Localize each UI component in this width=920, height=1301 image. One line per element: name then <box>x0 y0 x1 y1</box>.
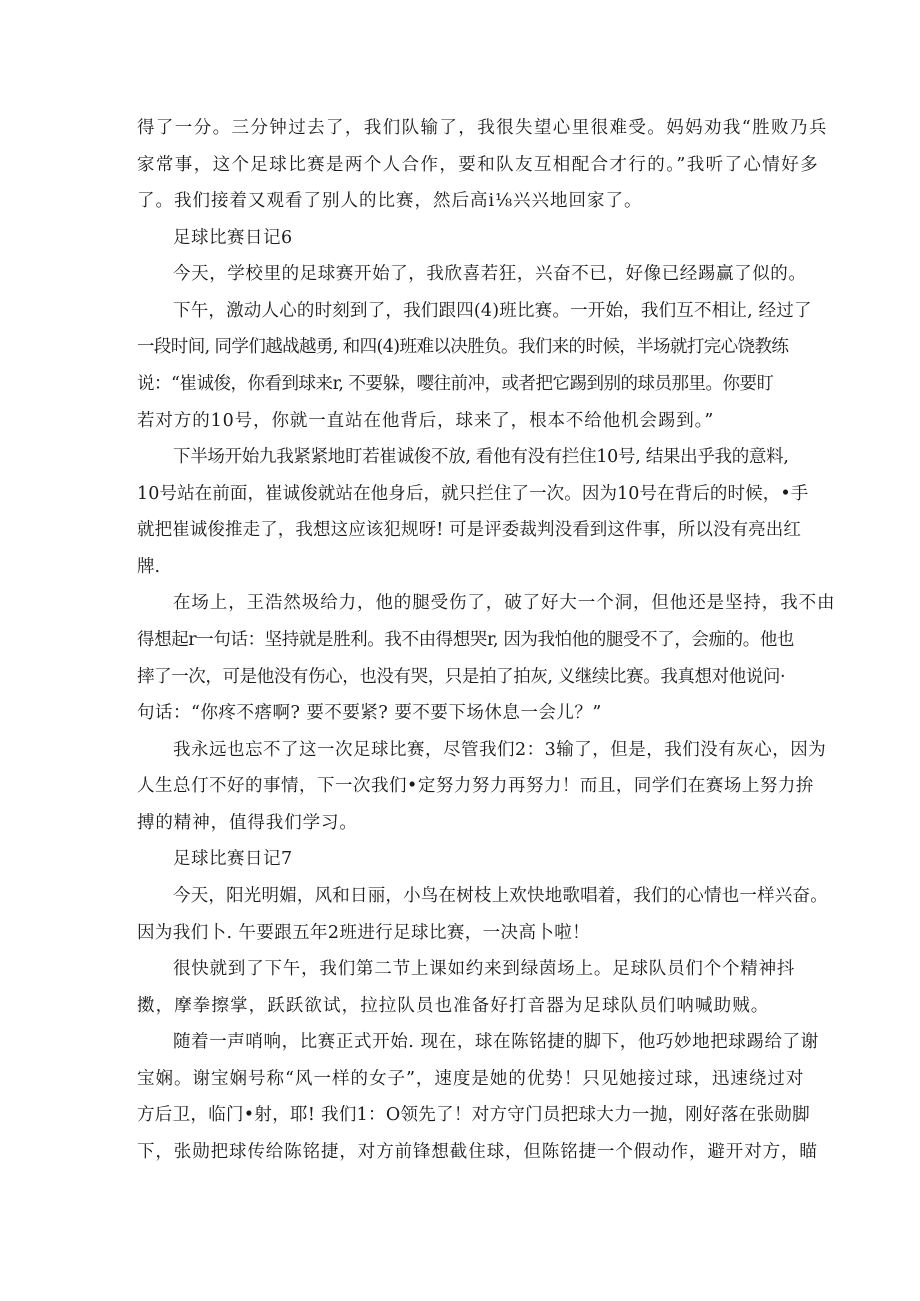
text-line: 在场上，王浩然圾给力，他的腿受伤了，破了好大一个洞，但他还是坚持，我不由 <box>173 593 836 613</box>
text-line: 下，张勋把球传给陈铭捷，对方前锋想截住球，但陈铭捷一个假动作，避开对方，瞄 <box>137 1142 818 1162</box>
text-line: 我永远也忘不了这一次足球比赛，尽管我们2：3输了，但是，我们没有灰心，因为 <box>173 740 827 760</box>
text-line: 今天，阳光明媚，风和日丽，小鸟在树枝上欢快地歌唱着，我们的心情也一样兴奋。 <box>173 886 828 906</box>
text-line: 搏的精神，值得我们学习。 <box>137 813 358 833</box>
text-line: 10号站在前面，崔诚俊就站在他身后，就只拦住了一次。因为10号在背后的时候，•手 <box>137 484 809 504</box>
text-line: 家常事，这个足球比赛是两个人合作，要和队友互相配合才行的。”我听了心情好多 <box>137 155 819 175</box>
text-line: 随着一声哨响，比赛正式开始. 现在，球在陈铭捷的脚下，他巧妙地把球踢给了谢 <box>173 1032 819 1052</box>
text-line: 下半场开始九我紧紧地盯若崔诚俊不放, 看他有没有拦住10号, 结果出乎我的意料, <box>173 447 789 467</box>
section-heading: 足球比赛日记6 <box>173 228 293 248</box>
text-line: 宝娴。谢宝娴号称“风一样的女子”，速度是她的优势！只见她接过球，迅速绕过对 <box>137 1069 805 1089</box>
text-line: 很快就到了下午，我们第二节上课如约来到绿茵场上。足球队员们个个精神抖 <box>173 959 796 979</box>
text-line: 就把崔诚俊推走了，我想这应该犯规呀! 可是评委裁判没看到这件事，所以没有亮出红 <box>137 520 801 540</box>
text-line: 若对方的10号，你就一直站在他背后，球来了，根本不给他机会踢到。” <box>137 411 715 431</box>
text-line: 方后卫，临门•射，耶! 我们1：O领先了！对方守门员把球大力一抛，刚好落在张勋脚 <box>137 1105 810 1125</box>
text-line: 下午，激动人心的时刻到了，我们跟四(4)班比赛。一开始，我们互不相让, 经过了 <box>173 301 812 321</box>
text-line: 摔了一次，可是他没有伤心，也没有哭，只是拍了拍灰, 义继续比赛。我真想对他说问· <box>137 667 786 687</box>
section-heading: 足球比赛日记7 <box>173 849 293 869</box>
text-line: 说：“崔诚俊，你看到球来r, 不要躲，嘤往前冲，或者把它踢到别的球员那里。你要盯 <box>137 374 774 394</box>
text-line: 一段时间, 同学们越战越勇, 和四(4)班难以决胜负。我们来的时候，半场就打完心饶教练 <box>137 337 789 357</box>
text-line: 牌. <box>137 557 161 577</box>
text-line: 因为我们卜. 午要跟五年2班进行足球比赛，一决高卜啦！ <box>137 923 591 943</box>
text-line: 了。我们接着又观看了别人的比赛，然后高i⅛兴兴地回家了。 <box>137 191 643 211</box>
text-line: 人生总仃不好的事情，下一次我们•定努力努力再努力！而且，同学们在赛场上努力拚 <box>137 776 814 796</box>
text-line: 得了一分。三分钟过去了，我们队输了，我很失望心里很难受。妈妈劝我“胜败乃兵 <box>137 118 828 138</box>
text-line: 擞，摩拳擦掌，跃跃欲试，拉拉队员也准备好打音器为足球队员们呐喊助贼。 <box>137 996 770 1016</box>
text-line: 得想起r一句话：坚持就是胜利。我不由得想哭r, 因为我怕他的腿受不了，会痂的。他也 <box>137 630 795 650</box>
text-line: 今天，学校里的足球赛开始了，我欣喜若狂，兴奋不已，好像已经踢赢了似的。 <box>173 264 807 284</box>
text-line: 句话：“你疼不瘩啊? 要不要紧? 要不要下场休息一会儿？” <box>137 703 602 723</box>
